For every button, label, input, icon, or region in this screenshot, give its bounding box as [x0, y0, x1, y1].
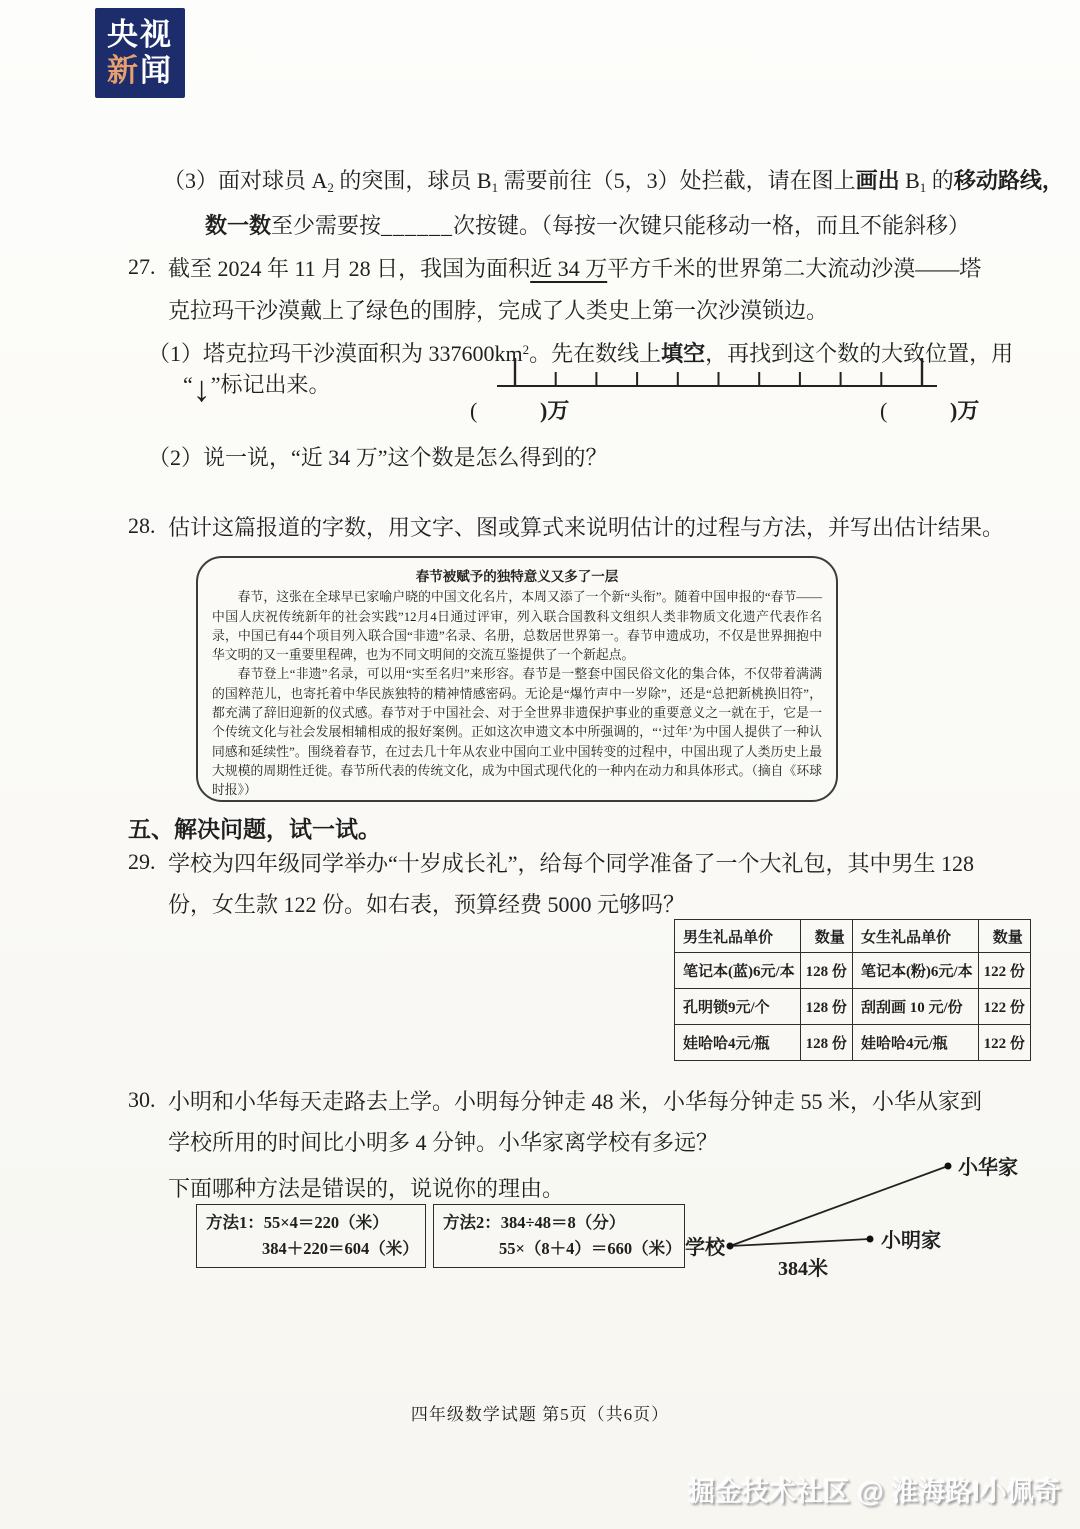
gift-price-table [674, 919, 1031, 1061]
subscript: 1 [919, 180, 927, 195]
section-5-heading: 五、解决问题，试一试。 [128, 817, 381, 842]
q28-number: 28. [128, 513, 156, 538]
distance-label: 384米 [778, 1258, 828, 1280]
down-arrow-mark-icon: ↓ [192, 369, 211, 409]
table-cell: 128 份 [800, 953, 852, 989]
xiaohua-home-dot [945, 1163, 952, 1170]
page-footer: 四年级数学试题 第5页（共6页） [410, 1405, 670, 1424]
underlined-text: 近 34 万 [530, 256, 608, 281]
table-cell: 122 份 [978, 953, 1030, 989]
method-1-line1: 方法1：55×4＝220（米） [206, 1213, 389, 1232]
xiaohua-home-label: 小华家 [958, 1157, 1018, 1179]
col-header: 女生礼品单价 [852, 920, 978, 953]
emphasis-text: 移动路线， [953, 168, 1064, 193]
article-title: 春节被赋予的独特意义又多了一层 [415, 569, 619, 584]
emphasis-text: 画出 [855, 168, 900, 193]
table-cell: 122 份 [978, 989, 1030, 1025]
table-cell: 128 份 [800, 989, 852, 1025]
col-header: 男生礼品单价 [675, 920, 801, 953]
logo-line1: 央视 [107, 17, 173, 52]
logo-accent-char: 新 [107, 53, 140, 88]
table-cell: 笔记本(粉)6元/本 [852, 953, 978, 989]
subscript: 2 [327, 180, 334, 195]
q27-part2: （2）说一说，“近 34 万”这个数是怎么得到的？ [148, 445, 608, 470]
watermark: 掘金技术社区 @ 淮海路l小佩奇 [688, 1477, 1061, 1507]
table-cell: 128 份 [800, 1025, 852, 1061]
method-1-line2: 384＋220＝604（米） [262, 1239, 419, 1258]
numberline-left-unit: )万 [540, 398, 570, 423]
article-paragraph-1: 春节，这张在全球早已家喻户晓的中国文化名片，本周又添了一个新“头衔”。随着中国申报的“春节——中国人庆祝传统新年的社会实践”12月4日通过评审，列入联合国教科文组织人类非物质文化遗产代表作名录，中国已有44个项目列入联合国“非遗”名录、名册，总数居世界第一。春节申遗成功，不仅是世界拥抱中华文明的又一重要里程碑，也为不同文明间的交流互鉴提供了一个新起点。 [212, 590, 822, 663]
q26-3-line1: （3）面对球员 $A_2$ 的突围，球员 $B_1$ 需要前往（5，3）处拦截，请在图上画出 $B_1$ 的移动路线， [163, 168, 1064, 195]
col-header: 数量 [978, 920, 1030, 953]
table-row [675, 953, 1031, 989]
subscript: 1 [491, 180, 499, 195]
numberline-right-paren: ( [880, 398, 888, 423]
table-cell: 娃哈哈4元/瓶 [852, 1025, 978, 1061]
q30-line1: 小明和小华每天走路去上学。小明每分钟走 48 米，小华每分钟走 55 米，小华从家到 [168, 1089, 983, 1114]
method-2-box [433, 1204, 685, 1268]
method-2-line1: 方法2：384÷48＝8（分） [443, 1213, 626, 1232]
q27-line2: 克拉玛干沙漠戴上了绿色的围脖，完成了人类史上第一次沙漠锁边。 [168, 298, 829, 323]
answer-blank: ______ [381, 213, 454, 238]
table-cell: 刮刮画 10 元/份 [852, 989, 978, 1025]
q30-line3: 下面哪种方法是错误的，说说你的理由。 [168, 1176, 565, 1201]
q29-number: 29. [128, 849, 156, 874]
q27-number: 27. [128, 254, 156, 279]
xiaoming-home-label: 小明家 [881, 1230, 941, 1252]
xiaoming-home-dot [867, 1236, 874, 1243]
emphasis-text: 数一数 [205, 213, 272, 238]
superscript: 2 [522, 342, 530, 357]
home-school-diagram [685, 1148, 1045, 1288]
q26-3-line2: 数一数至少需要按______次按键。（每按一次键只能移动一格，而且不能斜移） [205, 213, 971, 238]
q29-line1: 学校为四年级同学举办“十岁成长礼”，给每个同学准备了一个大礼包，其中男生 128 [168, 851, 975, 876]
school-label: 学校 [685, 1237, 725, 1259]
table-cell: 笔记本(蓝)6元/本 [675, 953, 801, 989]
news-article-box [196, 556, 838, 802]
numberline-left-paren: ( [470, 398, 478, 423]
table-row [675, 989, 1031, 1025]
q27-line1: 截至 2024 年 11 月 28 日，我国为面积近 34 万平方千米的世界第二大流动沙漠——塔 [168, 256, 982, 281]
q29-line2: 份，女生款 122 份。如右表，预算经费 5000 元够吗？ [168, 892, 686, 917]
emphasis-text: 填空 [661, 341, 706, 366]
table-cell: 孔明锁9元/个 [675, 989, 801, 1025]
school-dot [727, 1243, 734, 1250]
table-row [675, 1025, 1031, 1061]
numberline-right-unit: )万 [950, 398, 980, 423]
table-cell: 娃哈哈4元/瓶 [675, 1025, 801, 1061]
col-header: 数量 [800, 920, 852, 953]
method-1-box [196, 1204, 426, 1268]
table-header-row [675, 920, 1031, 953]
number-line [455, 350, 1000, 430]
cctv-news-logo [95, 8, 185, 98]
q30-line2: 学校所用的时间比小明多 4 分钟。小华家离学校有多远？ [168, 1130, 719, 1155]
q27-arrow-instruction: “↓”标记出来。 [183, 369, 331, 409]
q27-part1: （1）塔克拉玛干沙漠面积为 $337600km^2$。先在数线上填空，再找到这个数的大致位置，用 [148, 341, 1014, 366]
q28-text: 估计这篇报道的字数，用文字、图或算式来说明估计的过程与方法，并写出估计结果。 [168, 515, 1005, 540]
table-cell: 122 份 [978, 1025, 1030, 1061]
logo-line2: 新闻 [107, 53, 173, 88]
method-2-line2: 55×（8＋4）＝660（米） [499, 1239, 682, 1258]
q30-number: 30. [128, 1087, 156, 1112]
article-paragraph-2: 春节登上“非遗”名录，可以用“实至名归”来形容。春节是一整套中国民俗文化的集合体，不仅带着满满的国粹范儿，也寄托着中华民族独特的精神情感密码。无论是“爆竹声中一岁除”，还是“总把新桃换旧符”，都充满了辞旧迎新的仪式感。春节对于中国社会、对于全世界非遗保护事业的重要意义之一就在于，它是一个传统文化与社会发展相辅相成的报好案例。正如这次申遗文本中所强调的，“‘过年’为中国人提供了一种认同感和延续性”。围绕着春节，在过去几十年从农业中国向工业中国转变的过程中，中国出现了人类历史上最大规模的周期性迁徙。春节所代表的传统文化，成为中国式现代化的一种内在动力和具体形式。（摘自《环球时报》） [212, 667, 822, 798]
